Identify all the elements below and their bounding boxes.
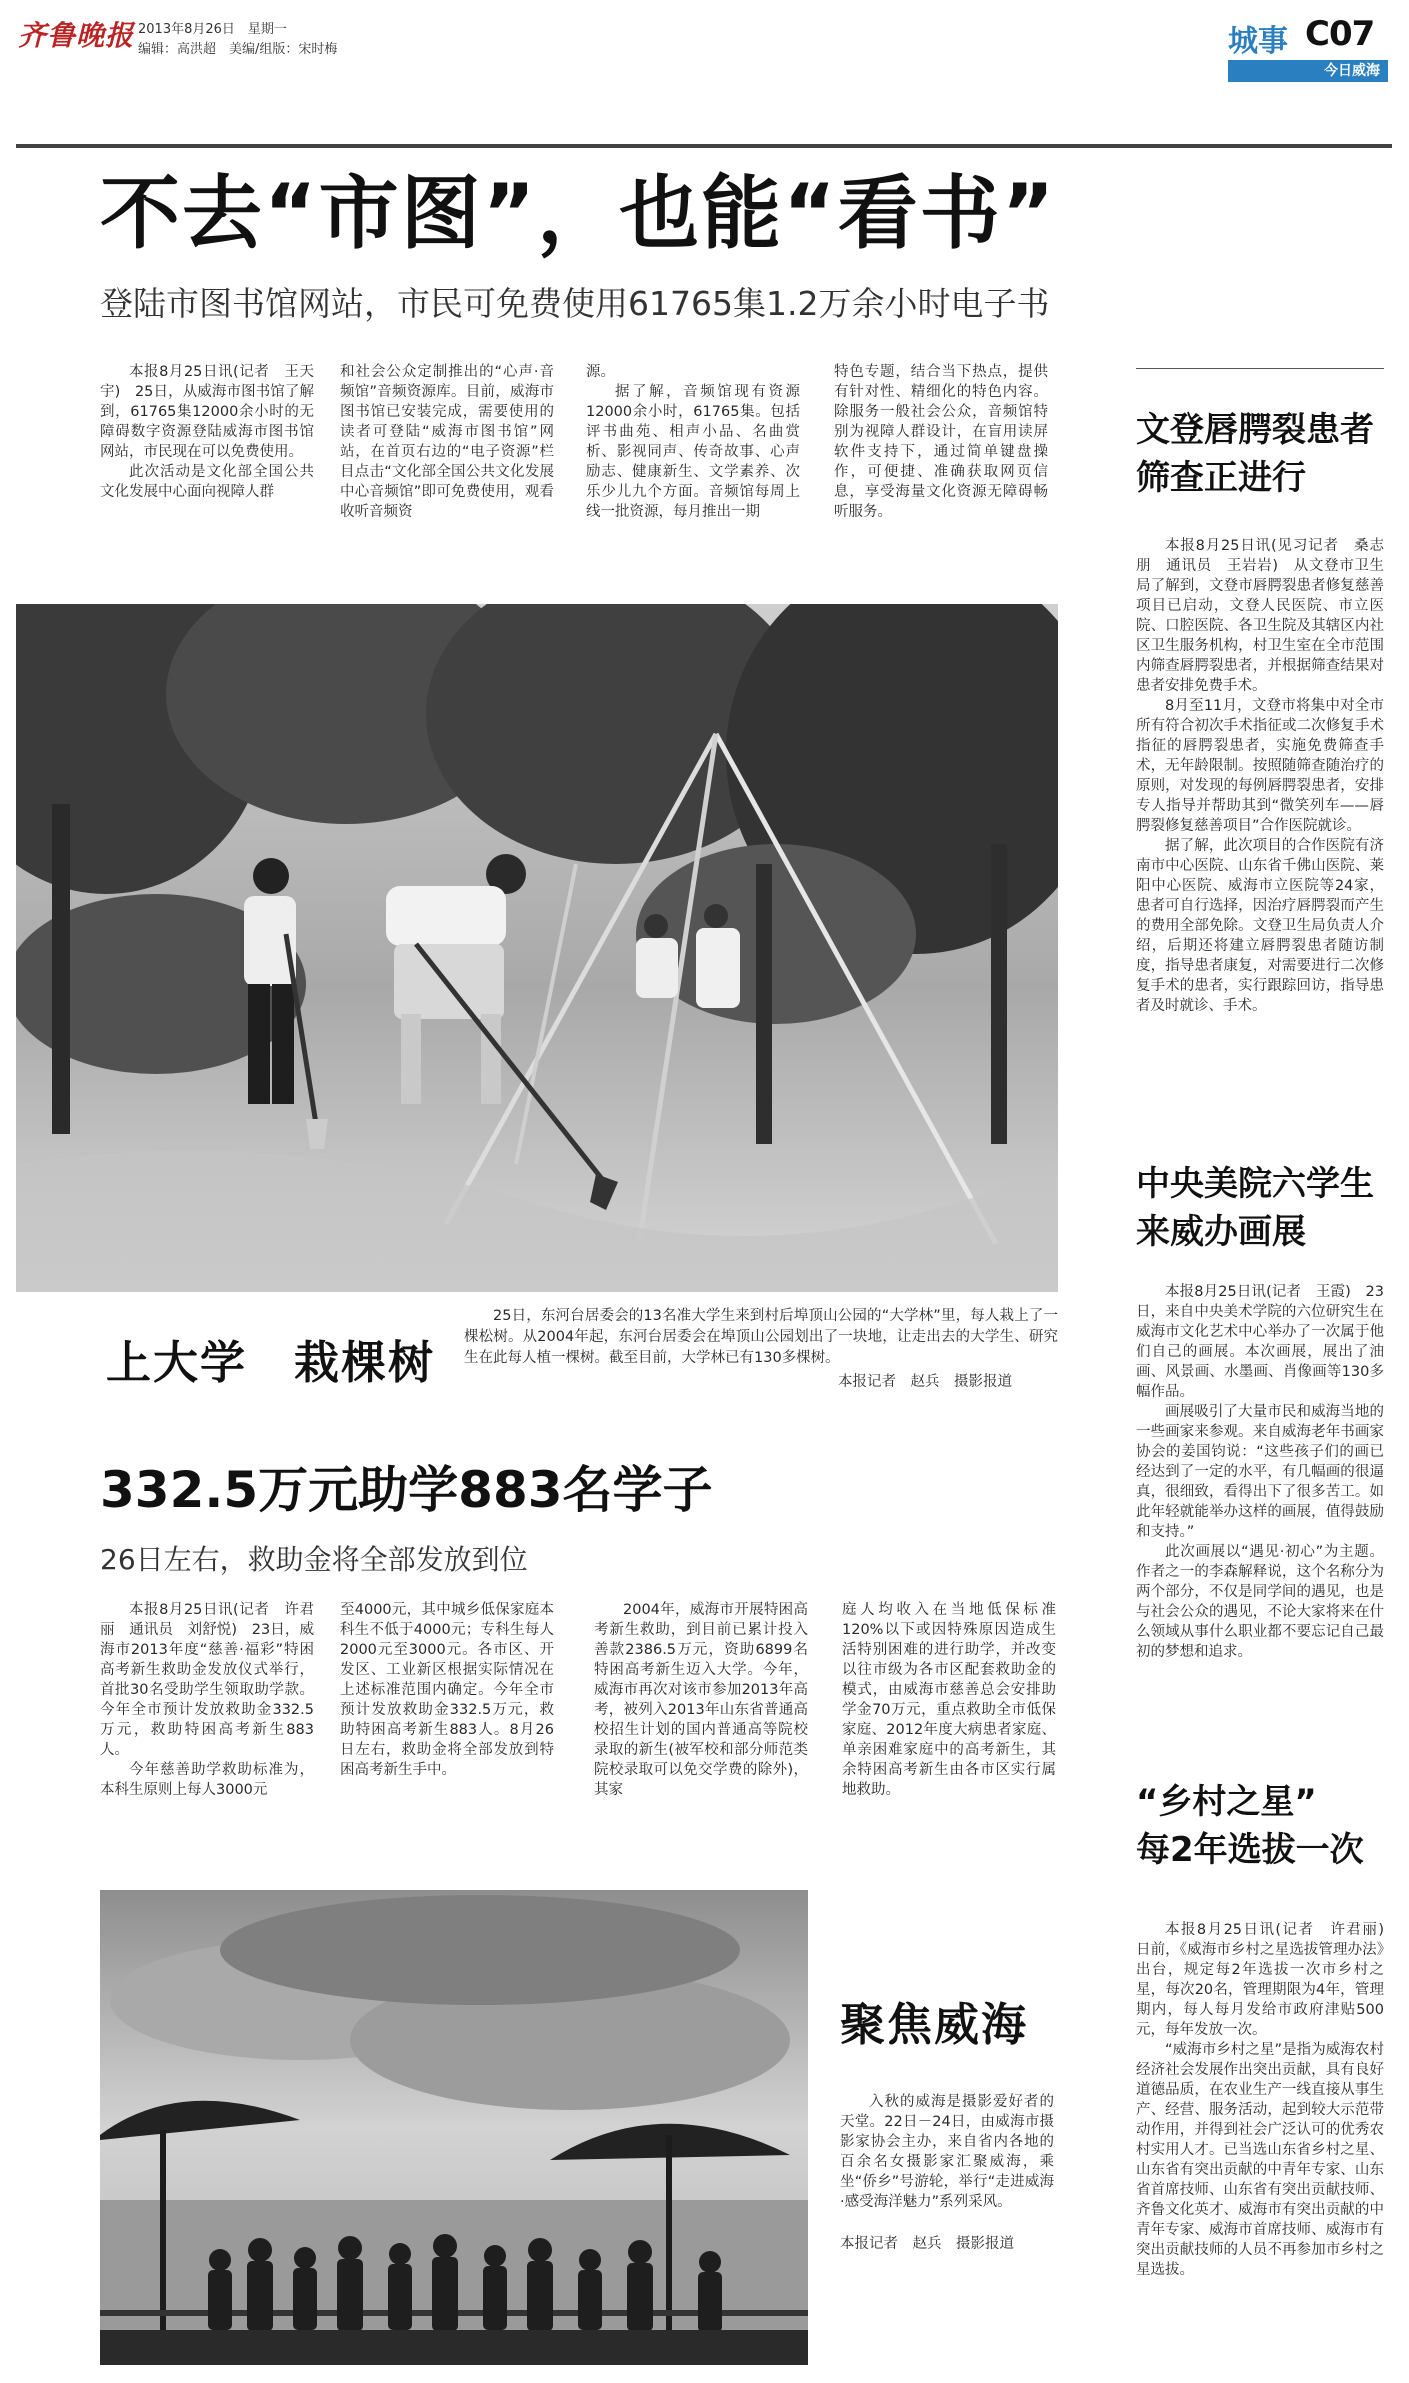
header-rule [16, 144, 1392, 148]
headline-line: 来威办画展 [1136, 1212, 1306, 1252]
lead-column-1 [100, 362, 314, 502]
paragraph: 本报8月25日讯(记者 王霞) 23日，来自中央美术学院的六位研究生在威海市文化艺术中心举办了一次属于他们自己的画展。本次画展，展出了油画、风景画、水墨画、肖像画等130多幅作品。 [1136, 1284, 1384, 1400]
lead-subtitle: 登陆市图书馆网站，市民可免费使用61765集1.2万余小时电子书 [100, 284, 1050, 323]
paragraph: 今年慈善助学救助标准为，本科生原则上每人3000元 [100, 1762, 314, 1798]
newspaper-logo: 齐鲁晚报 [18, 19, 135, 52]
headline-line: “乡村之星” [1136, 1782, 1317, 1822]
seaside-illustration [100, 1890, 808, 2365]
aid-column-2 [340, 1600, 554, 1780]
side1-body [1136, 536, 1384, 1016]
headline-line: 文登唇腭裂患者 [1136, 410, 1374, 450]
paragraph: 本报8月25日讯(记者 许君丽) 日前，《威海市乡村之星选拔管理办法》出台，规定每2年选拔一次市乡村之星，每次20名，管理期限为4年，管理期内，每人每月发给市政府津贴500元，每年发放一次。 [1136, 1922, 1399, 2038]
side3-body [1136, 1920, 1399, 2280]
photo2-credit: 本报记者 赵兵 摄影报道 [840, 2236, 1014, 2252]
paragraph: 据了解，音频馆现有资源12000余小时，61765集。包括评书曲苑、相声小品、名曲赏析、影视同声、传奇故事、心声励志、健康新生、文学素养、次乐少儿九个方面。音频馆每周上线一批资源，每月推出一期 [586, 384, 800, 520]
aid-column-4 [842, 1600, 1056, 1800]
photo2-caption [840, 2092, 1054, 2212]
lead-column-4 [834, 362, 1048, 522]
editors-line: 编辑：高洪超 美编/组版：宋时梅 [138, 42, 338, 57]
lead-column-3 [586, 362, 800, 522]
tree-planting-illustration [16, 604, 1058, 1292]
paragraph: 据了解，此次项目的合作医院有济南市中心医院、山东省千佛山医院、莱阳中心医院、威海市立医院等24家，患者可自行选择，因治疗唇腭裂而产生的费用全部免除。文登卫生局负责人介绍，后期还将建立唇腭裂患者随访制度，指导患者康复，对需要进行二次修复手术的患者，实行跟踪回访，指导患者及时就诊、手术。 [1136, 838, 1384, 1014]
aid-column-3 [594, 1600, 808, 1800]
photo2-title: 聚焦威海 [840, 1998, 1029, 2051]
photo-feature-caption [464, 1306, 1058, 1369]
headline-line: 筛查正进行 [1136, 458, 1306, 498]
date-line: 2013年8月26日 星期一 [138, 22, 287, 37]
paragraph: 8月至11月，文登市将集中对全市所有符合初次手术指征或二次修复手术指征的唇腭裂患者，实施免费筛查手术，无年龄限制。按照随筛查随治疗的原则，对发现的每例唇腭裂患者，安排专人指导并帮助其到“微笑列车——唇腭裂修复慈善项目”合作医院就诊。 [1136, 698, 1384, 834]
headline-line: 中央美院六学生 [1136, 1164, 1374, 1204]
paragraph: 特色专题，结合当下热点，提供有针对性、精细化的特色内容。除服务一般社会公众，音频馆特别为视障人群设计，在盲用读屏软件支持下，通过简单键盘操作，可便捷、准确获取网页信息，享受海量文化资源无障碍畅听服务。 [834, 364, 1048, 520]
headline-line: 每2年选拔一次 [1136, 1830, 1364, 1870]
aid-column-1 [100, 1600, 314, 1800]
paragraph: 画展吸引了大量市民和威海当地的一些画家来参观。来自威海老年书画家协会的姜国钧说：“这些孩子们的画已经达到了一定的水平，有几幅画的很逼真，很细致，看得出下了很多苦工。如此年轻就能举办这样的画展，值得鼓励和支持。” [1136, 1404, 1384, 1540]
paragraph: 本报8月25日讯(记者 许君丽 通讯员 刘舒悦) 23日，威海市2013年度“慈善·福彩”特困高考新生救助金发放仪式举行，首批30名受助学生领取助学款。今年全市预计发放救助金332.5万元，救助特困高考新生883人。 [100, 1602, 314, 1758]
lead-column-2 [340, 362, 554, 522]
sub-section-label [1228, 60, 1388, 82]
paragraph: 此次画展以“遇见·初心”为主题。作者之一的李森解释说，这个名称分为两个部分，不仅是同学间的遇见，也是与社会公众的遇见，不论大家将来在什么领域从事什么职业都不要忘记自己最初的梦想和追求。 [1136, 1544, 1384, 1660]
aid-headline: 332.5万元助学883名学子 [100, 1461, 713, 1519]
paragraph: 和社会公众定制推出的“心声·音频馆”音频资源库。目前，威海市图书馆已安装完成，需要使用的读者可登陆“威海市图书馆”网站，在首页右边的“电子资源”栏目点击“文化部全国公共文化发展中心音频馆”即可免费使用，观看收听音频资 [340, 364, 554, 520]
section-name: 城事 [1228, 24, 1288, 59]
aid-subtitle: 26日左右，救助金将全部发放到位 [100, 1543, 528, 1576]
page-number: C07 [1305, 14, 1375, 54]
caption-text: 25日，东河台居委会的13名准大学生来到村后埠顶山公园的“大学林”里，每人栽上了一棵松树。从2004年起，东河台居委会在埠顶山公园划出了一块地，让走出去的大学生、研究生在此每人植一棵树。截至目前，大学林已有130多棵树。 [464, 1308, 1058, 1366]
caption-text: 入秋的威海是摄影爱好者的天堂。22日－24日，由威海市摄影家协会主办，来自省内各地的百余名女摄影家汇聚威海，乘坐“侨乡”号游轮，举行“走进威海·感受海洋魅力”系列采风。 [840, 2094, 1054, 2210]
paragraph: 源。 [586, 364, 615, 380]
paragraph: 本报8月25日讯(记者 王天宇) 25日，从威海市图书馆了解到，61765集12000余小时的无障碍数字资源登陆威海市图书馆网站，市民现在可以免费使用。 [100, 364, 314, 460]
paragraph: 本报8月25日讯(见习记者 桑志朋 通讯员 王岩岩) 从文登市卫生局了解到，文登市唇腭裂患者修复慈善项目已启动，文登人民医院、市立医院、口腔医院、各卫生院及其辖区内社区卫生服务机构，村卫生室在全市范围内筛查唇腭裂患者，并根据筛查结果对患者安排免费手术。 [1136, 538, 1384, 694]
paragraph: 至4000元，其中城乡低保家庭本科生不低于4000元；专科生每人2000元至3000元。各市区、开发区、工业新区根据实际情况在上述标准范围内确定。今年全市预计发放救助金332.5万元，救助特困高考新生883人。8月26日左右，救助金将全部发放到特困高考新生手中。 [340, 1602, 554, 1778]
photo-feature-credit: 本报记者 赵兵 摄影报道 [838, 1374, 1012, 1390]
side1-headline [1136, 406, 1396, 502]
masthead [0, 0, 1409, 80]
sidebar-top-rule [1136, 368, 1384, 369]
paragraph: 2004年，威海市开展特困高考新生救助，到目前已累计投入善款2386.5万元，资助6899名特困高考新生迈入大学。今年，威海市再次对该市参加2013年高考，被列入2013年山东省普通高校招生计划的国内普通高等院校录取的新生(被军校和部分师范类院校录取可以免交学费的除外)，其家 [594, 1602, 808, 1798]
lead-headline: 不去“市图”，也能“看书” [100, 167, 1057, 260]
paragraph: 此次活动是文化部全国公共文化发展中心面向视障人群 [100, 464, 314, 500]
side2-headline [1136, 1160, 1396, 1256]
seaside-photo [100, 1890, 808, 2365]
paragraph: “威海市乡村之星”是指为威海农村经济社会发展作出突出贡献，具有良好道德品质，在农业生产一线直接从事生产、经营、服务活动，起到较大示范带动作用，并得到社会广泛认可的优秀农村实用人才。已当选山东省乡村之星、山东省有突出贡献的中青年专家、山东省首席技师、山东省有突出贡献技师、齐鲁文化英才、威海市有突出贡献的中青年专家、威海市首席技师、威海市有突出贡献技师的人员不再参加市乡村之星选拔。 [1136, 2042, 1384, 2278]
sub-section-text: 今日威海 [1324, 63, 1380, 79]
photo-feature-title: 上大学 栽棵树 [106, 1336, 436, 1389]
side2-body [1136, 1282, 1384, 1662]
side3-headline [1136, 1778, 1396, 1874]
paragraph: 庭人均收入在当地低保标准120%以下或因特殊原因造成生活特别困难的进行助学，并改变以往市级为各市区配套救助金的模式，由威海市慈善总会安排助学金70万元，重点救助全市低保家庭、2012年度大病患者家庭、单亲困难家庭中的高考新生，其余特困高考新生由各市区实行属地救助。 [842, 1602, 1056, 1798]
tree-planting-photo [16, 604, 1058, 1292]
